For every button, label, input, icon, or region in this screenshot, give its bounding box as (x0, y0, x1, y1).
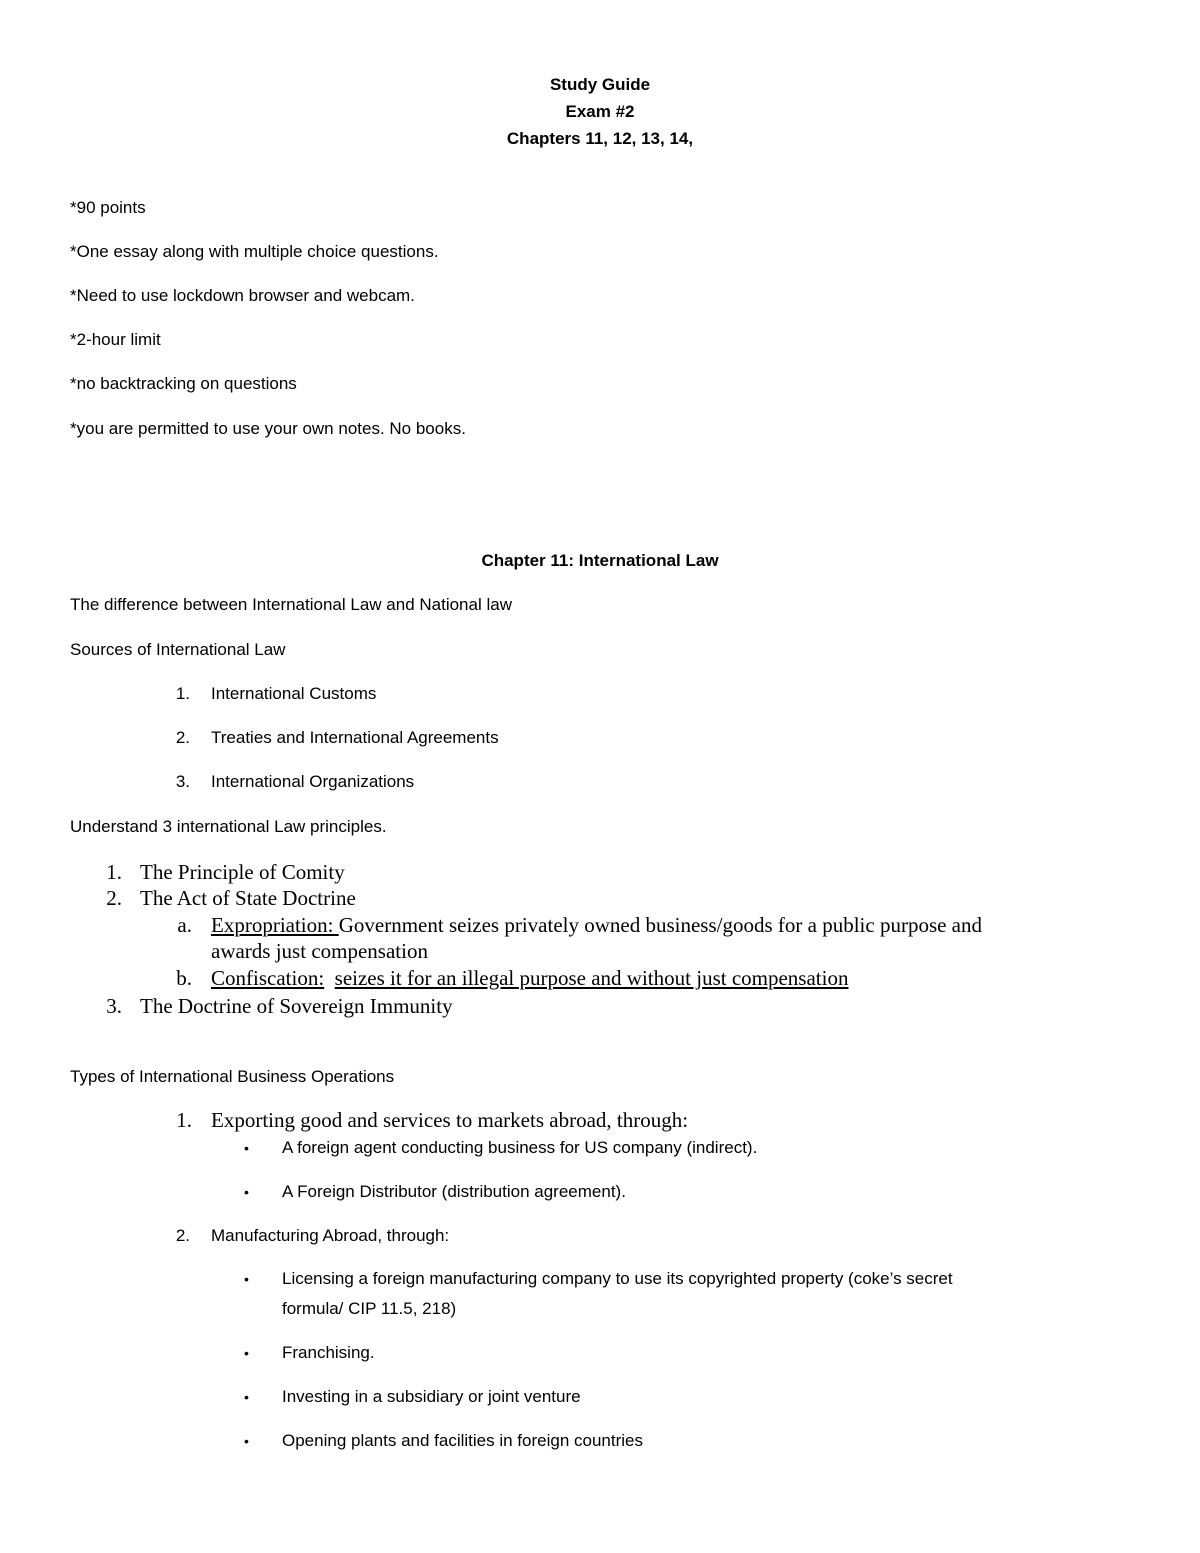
bullet-icon: • (244, 1140, 249, 1156)
principle-number: 1. (106, 860, 122, 884)
sources-heading: Sources of International Law (70, 640, 286, 659)
note-time-limit: *2-hour limit (70, 330, 161, 349)
operation-number: 1. (176, 1108, 192, 1132)
confiscation-definition: seizes it for an illegal purpose and without just compensation (334, 966, 849, 990)
manufacturing-bullet: Licensing a foreign manufacturing company to use its copyrighted property (coke’s secret (282, 1269, 953, 1288)
note-points: *90 points (70, 198, 146, 217)
source-number: 2. (175, 728, 190, 747)
principle-item: The Principle of Comity (140, 860, 345, 884)
sub-letter: b. (176, 966, 192, 990)
principle-number: 3. (106, 994, 122, 1018)
note-format: *One essay along with multiple choice questions. (70, 242, 439, 261)
expropriation-line (211, 912, 982, 938)
note-lockdown: *Need to use lockdown browser and webcam. (70, 286, 415, 305)
operations-heading: Types of International Business Operations (70, 1067, 395, 1086)
principles-heading: Understand 3 international Law principles. (70, 817, 387, 836)
expropriation-term: Expropriation: (211, 913, 339, 937)
manufacturing-item: Manufacturing Abroad, through: (211, 1226, 450, 1245)
manufacturing-bullet-cont: formula/ CIP 11.5, 218) (282, 1299, 457, 1318)
manufacturing-bullet: Opening plants and facilities in foreign countries (282, 1431, 643, 1450)
note-materials: *you are permitted to use your own notes. No books. (70, 419, 466, 438)
operation-number: 2. (175, 1226, 190, 1245)
source-number: 3. (175, 772, 190, 791)
bullet-icon: • (244, 1271, 249, 1287)
chapters-line: Chapters 11, 12, 13, 14, (506, 129, 694, 148)
source-item: International Customs (211, 684, 377, 703)
manufacturing-bullet: Investing in a subsidiary or joint venture (282, 1387, 581, 1406)
principle-number: 2. (106, 886, 122, 910)
source-item: Treaties and International Agreements (211, 728, 499, 747)
exam-number: Exam #2 (565, 102, 635, 121)
bullet-icon: • (244, 1184, 249, 1200)
bullet-icon: • (244, 1345, 249, 1361)
source-number: 1. (175, 684, 190, 703)
bullet-icon: • (244, 1389, 249, 1405)
source-item: International Organizations (211, 772, 415, 791)
principle-item: The Act of State Doctrine (140, 886, 356, 910)
manufacturing-bullet: Franchising. (282, 1343, 375, 1362)
sub-letter: a. (177, 913, 192, 937)
confiscation-term: Confiscation: (211, 966, 325, 990)
exporting-bullet: A Foreign Distributor (distribution agreement). (282, 1182, 626, 1201)
expropriation-definition: Government seizes privately owned business/goods for a public purpose and (338, 913, 983, 937)
bullet-icon: • (244, 1433, 249, 1449)
chapter-11-heading: Chapter 11: International Law (481, 551, 719, 570)
exporting-bullet: A foreign agent conducting business for US company (indirect). (282, 1138, 758, 1157)
note-backtracking: *no backtracking on questions (70, 374, 297, 393)
difference-line: The difference between International Law and National law (70, 595, 512, 614)
exporting-item: Exporting good and services to markets abroad, through: (211, 1108, 689, 1132)
principle-item: The Doctrine of Sovereign Immunity (140, 994, 453, 1018)
doc-title: Study Guide (549, 75, 651, 94)
confiscation-line (211, 965, 848, 991)
expropriation-definition-cont: awards just compensation (211, 939, 428, 963)
